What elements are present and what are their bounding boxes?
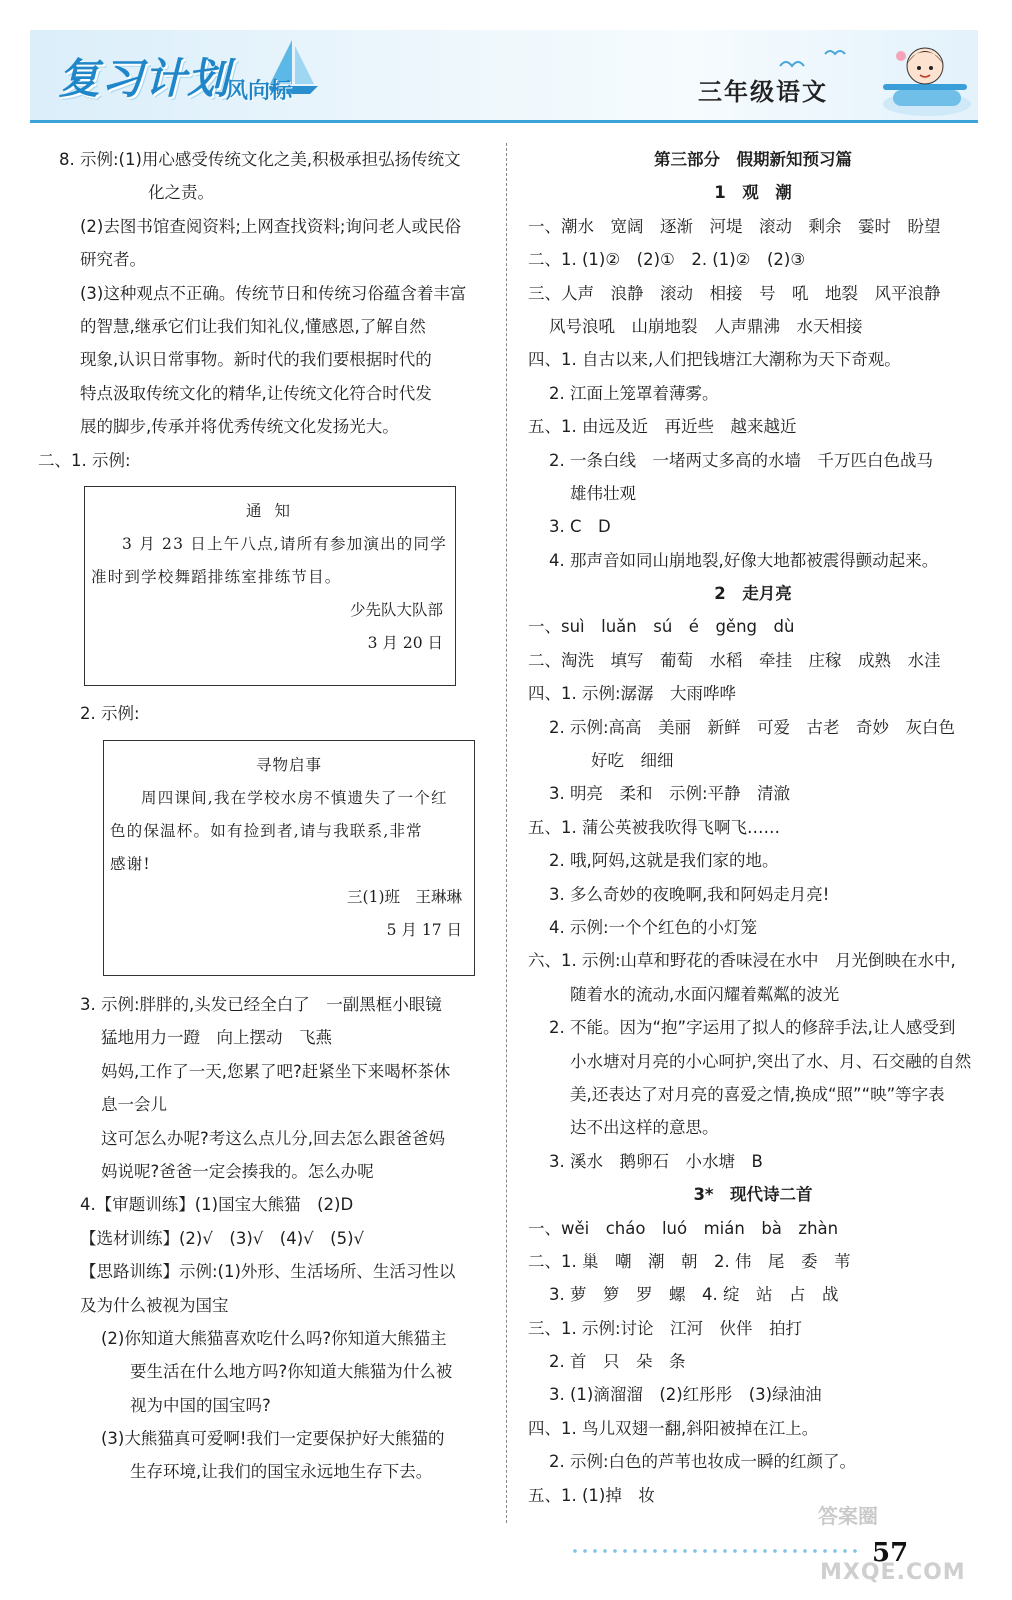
answer-line: 4.【审题训练】(1)国宝大熊猫 (2)D [80,1195,354,1215]
answer-line: 视为中国的国宝吗? [130,1395,271,1415]
answer-line: 三、1. 示例:讨论 江河 伙伴 拍打 [528,1318,803,1338]
footer-dots [570,1548,860,1554]
answer-line: 五、1. 由远及近 再近些 越来越近 [528,417,797,437]
answer-line: (3)大熊猫真可爱啊!我们一定要保护好大熊猫的 [101,1429,445,1449]
answer-line: 2. 哦,阿妈,这就是我们家的地。 [549,851,779,871]
answer-line: 化之责。 [148,183,214,203]
answer-line: 3* 现代诗二首 [693,1185,813,1205]
watermark-logo: 答案圈 [818,1504,878,1528]
lost-item-notice-box [103,740,475,976]
answer-line: 风号浪吼 山崩地裂 人声鼎沸 水天相接 [549,316,863,336]
answer-line: 2. 江面上笼罩着薄雾。 [549,383,719,403]
lost-notice-body-line: 感谢! [110,855,151,873]
answer-line: (2)你知道大熊猫喜欢吃什么吗?你知道大熊猫主 [101,1328,447,1348]
answer-line: 展的脚步,传承并将优秀传统文化发扬光大。 [80,417,399,437]
answer-line: 三、人声 浪静 滚动 相接 号 吼 地裂 风平浪静 [528,283,941,303]
answer-line: 4. 那声音如同山崩地裂,好像大地都被震得颤动起来。 [549,550,939,570]
answer-line: 2. 示例:高高 美丽 新鲜 可爱 古老 奇妙 灰白色 [549,717,956,737]
answer-line: 【思路训练】示例:(1)外形、生活场所、生活习性以 [80,1262,456,1282]
answer-line: 生存环境,让我们的国宝永远地生存下去。 [130,1462,433,1482]
notice-date: 3 月 20 日 [367,634,443,652]
answer-line: 息一会儿 [101,1095,167,1115]
answer-line: 8. 示例:(1)用心感受传统文化之美,积极承担弘扬传统文 [59,150,461,169]
answer-line: 好吃 细细 [591,751,674,771]
answer-line: 雄伟壮观 [570,483,636,503]
answer-line: 3. 多么奇妙的夜晚啊,我和阿妈走月亮! [549,884,830,904]
item-2-label: 2. 示例: [80,704,140,723]
answer-line: 一、潮水 宽阔 逐渐 河堤 滚动 剩余 霎时 盼望 [528,216,941,236]
lost-notice-title: 寻物启事 [255,756,322,774]
column-divider [506,143,507,1523]
answer-line: 现象,认识日常事物。新时代的我们要根据时代的 [80,350,432,370]
answer-line: 3. 明亮 柔和 示例:平静 清澈 [549,784,791,804]
answer-line: 及为什么被视为国宝 [80,1295,229,1315]
answer-line: 六、1. 示例:山草和野花的香味浸在水中 月光倒映在水中, [528,951,956,971]
notice-body-line: 3 月 23 日上午八点,请所有参加演出的同学 [122,535,447,553]
answer-line: (2)去图书馆查阅资料;上网查找资料;询问老人或民俗 [80,216,461,236]
page-number: 57 [872,1538,909,1568]
child-airplane-icon [875,38,975,122]
lost-notice-date: 5 月 17 日 [386,921,462,939]
answer-line: 2. 示例:白色的芦苇也妆成一瞬的红颜了。 [549,1452,857,1472]
answer-line: 2. 不能。因为“抱”字运用了拟人的修辞手法,让人感受到 [549,1018,956,1038]
answer-line: 二、淘洗 填写 葡萄 水稻 牵挂 庄稼 成熟 水洼 [528,650,941,670]
answer-line: 要生活在什么地方吗?你知道大熊猫为什么被 [130,1362,453,1382]
answer-line: 一、suì luǎn sú é gěng dù [528,617,795,637]
header-rule [30,120,978,123]
answer-line: 3. (1)滴溜溜 (2)红彤彤 (3)绿油油 [549,1385,822,1405]
answer-line: 2. 一条白线 一堵两丈多高的水墙 千万匹白色战马 [549,450,933,470]
answer-line: 二、1. 示例: [38,450,131,470]
series-logo-sub: 风向标 [226,79,293,104]
answer-line: 美,还表达了对月亮的喜爱之情,换成“照”“映”等字表 [570,1084,945,1104]
answer-line: 四、1. 示例:潺潺 大雨哗哗 [528,684,737,704]
answer-line: 二、1. (1)② (2)① 2. (1)② (2)③ [528,250,806,270]
lost-notice-body-line: 周四课间,我在学校水房不慎遗失了一个红 [141,789,448,807]
answer-line: 妈说呢?爸爸一定会揍我的。怎么办呢 [101,1161,374,1181]
answer-line: 这可怎么办呢?考这么点儿分,回去怎么跟爸爸妈 [101,1128,446,1148]
answer-line: 五、1. 蒲公英被我吹得飞啊飞…… [528,817,780,837]
left-column-lower [38,988,488,1489]
answer-line: 随着水的流动,水面闪耀着粼粼的波光 [570,984,840,1004]
answer-line: 妈妈,工作了一天,您累了吧?赶紧坐下来喝杯茶休 [101,1061,451,1081]
grade-subject-title: 三年级语文 [698,78,828,106]
answer-line: 一、wěi cháo luó mián bà zhàn [528,1218,839,1238]
notice-box [84,486,456,686]
answer-line: (3)这种观点不正确。传统节日和传统习俗蕴含着丰富 [80,283,467,303]
page-header [30,20,978,120]
right-column [528,143,978,1512]
answer-line: 3. 示例:胖胖的,头发已经全白了 一副黑框小眼镜 [80,995,442,1014]
answer-line: 【选材训练】(2)√ (3)√ (4)√ (5)√ [80,1228,365,1248]
answer-line: 2. 首 只 朵 条 [549,1352,686,1372]
answer-line: 达不出这样的意思。 [570,1118,719,1138]
notice-title: 通 知 [246,502,294,520]
answer-line: 4. 示例:一个个红色的小灯笼 [549,917,758,937]
notice-body-line: 准时到学校舞蹈排练室排练节目。 [91,568,342,586]
answer-line: 研究者。 [80,250,146,270]
answer-line: 的智慧,继承它们让我们知礼仪,懂感恩,了解自然 [80,316,426,336]
series-logo: 复习计划 [58,54,231,103]
answer-line: 3. 溪水 鹅卵石 小水塘 B [549,1151,763,1171]
answer-line: 小水塘对月亮的小心呵护,突出了水、月、石交融的自然 [570,1051,972,1071]
answer-line: 四、1. 鸟儿双翅一翻,斜阳被掉在江上。 [528,1418,819,1438]
answer-line: 3. 萝 箩 罗 螺 4. 绽 站 占 战 [549,1285,839,1305]
answer-line: 二、1. 巢 嘲 潮 朝 2. 伟 尾 委 苇 [528,1251,851,1271]
answer-line: 四、1. 自古以来,人们把钱塘江大潮称为天下奇观。 [528,350,901,370]
watermark-url: MXQE.COM [820,1560,966,1585]
answer-line: 1 观 潮 [714,183,792,203]
answer-line: 3. C D [549,517,611,537]
left-column [38,143,488,481]
lost-notice-signature: 三(1)班 王琳琳 [347,888,462,906]
answer-line: 特点汲取传统文化的精华,让传统文化符合时代发 [80,383,432,403]
answer-line: 2 走月亮 [714,584,792,604]
answer-line: 猛地用力一蹬 向上摆动 飞燕 [101,1028,332,1048]
notice-signature: 少先队大队部 [349,601,443,619]
lost-notice-body-line: 色的保温杯。如有捡到者,请与我联系,非常 [110,822,423,840]
answer-line: 第三部分 假期新知预习篇 [654,150,852,169]
answer-line: 五、1. (1)掉 妆 [528,1485,655,1505]
